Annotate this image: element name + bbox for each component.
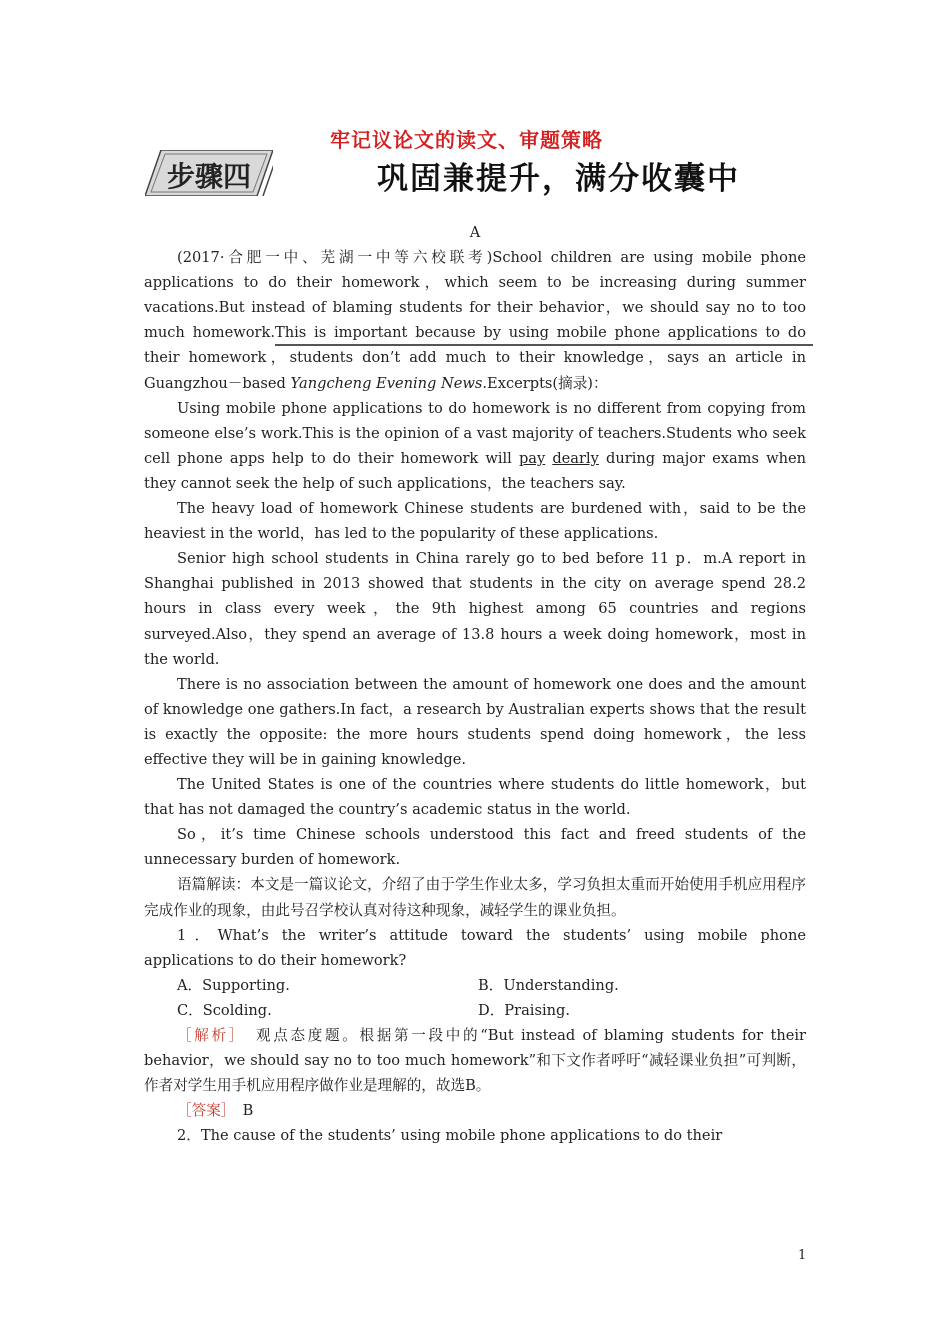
question-1-options-row-1 xyxy=(144,973,806,998)
step-label: 步骤四 xyxy=(167,160,252,193)
passage-body xyxy=(144,220,806,1148)
paragraph-1-text: School children are using mobile phone applications to do their homework，which seem to be increasing during summer vacations.But instead of blaming students for their behavior，we should say no to too much homework.This is important because by using mobile phone applications to do their homework，students don’t add much to their knowledge，says an article in Guangzhou－based xyxy=(144,249,806,392)
answer-text: B xyxy=(228,1102,254,1120)
paragraph-2-text: Using mobile phone applications to do homework is no different from copying from someone else’s work.This is the opinion of a vast majority of teachers.Students who seek cell phone apps help to do their homework will xyxy=(144,399,806,467)
paragraph-7: So，it’s time Chinese schools understood this fact and freed students of the unnecessary burden of homework. xyxy=(144,826,806,869)
question-1-analysis xyxy=(144,1023,806,1098)
option-d: D．Praising. xyxy=(478,1001,570,1019)
analysis-tag: ［解析］ xyxy=(177,1027,239,1044)
option-c: C．Scolding. xyxy=(177,1001,272,1019)
source-note: (2017·合肥一中、芜湖一中等六校联考) xyxy=(177,249,493,267)
paragraph-1 xyxy=(144,245,806,396)
banner-slogan: 巩固兼提升，满分收囊中 xyxy=(377,161,740,197)
page-number: 1 xyxy=(798,1248,807,1263)
analysis-text: 观点态度题。根据第一段中的“But instead of blaming students for their behavior，we should say no to too much homework”和下文作者呼吁“减轻课业负担”可判断，作者对学生用手机应用程序做作业是理解的，故选B。 xyxy=(144,1027,806,1095)
question-1-options-row-2 xyxy=(144,998,806,1023)
option-b: B．Understanding. xyxy=(478,976,619,994)
paragraph-5: There is no association between the amount of homework one does and the amount of knowledge one gathers.In fact，a research by Australian experts shows that the result is exactly the opposite: the more hours students spend doing homework，the less effective they will be in gaining knowledge. xyxy=(144,675,806,768)
answer-tag: ［答案］ xyxy=(177,1102,229,1120)
option-a: A．Supporting. xyxy=(177,976,290,994)
paragraph-2-end: during major exams when they cannot seek the help of such applications，the teachers say. xyxy=(144,449,807,492)
paragraph-1-end: .Excerpts(摘录)： xyxy=(482,374,608,392)
underlined-pay: pay xyxy=(518,449,546,467)
question-2-stem: 2．The cause of the students’ using mobile phone applications to do their xyxy=(177,1127,723,1145)
newspaper-name: Yangcheng Evening News xyxy=(290,374,483,392)
paragraph-6: The United States is one of the countries where students do little homework，but that has not damaged the country’s academic status in the world. xyxy=(144,776,806,819)
paragraph-3: The heavy load of homework Chinese students are burdened with，said to be the heaviest in the world，has led to the popularity of these applications. xyxy=(144,500,806,543)
passage-summary: 语篇解读：本文是一篇议论文，介绍了由于学生作业太多，学习负担太重而开始使用手机应用程序完成作业的现象，由此号召学校认真对待这种现象，减轻学生的课业负担。 xyxy=(144,876,806,919)
section-red-title: 牢记议论文的读文、审题策略 xyxy=(330,128,603,152)
paragraph-4: Senior high school students in China rarely go to bed before 11 p．m.A report in Shanghai published in 2013 showed that students in the city on average spend 28.2 hours in class every week，the 9th highest among 65 countries and regions surveyed.Also，they spend an average of 13.8 hours a week doing homework，most in the world. xyxy=(144,550,806,668)
question-1-stem: 1．What’s the writer’s attitude toward the students’ using mobile phone applications to do their homework? xyxy=(144,926,806,969)
step-banner xyxy=(145,150,813,198)
underlined-dearly: dearly xyxy=(552,449,599,467)
question-1-answer xyxy=(144,1098,806,1123)
paragraph-2 xyxy=(144,396,806,496)
passage-label: A xyxy=(469,224,481,241)
